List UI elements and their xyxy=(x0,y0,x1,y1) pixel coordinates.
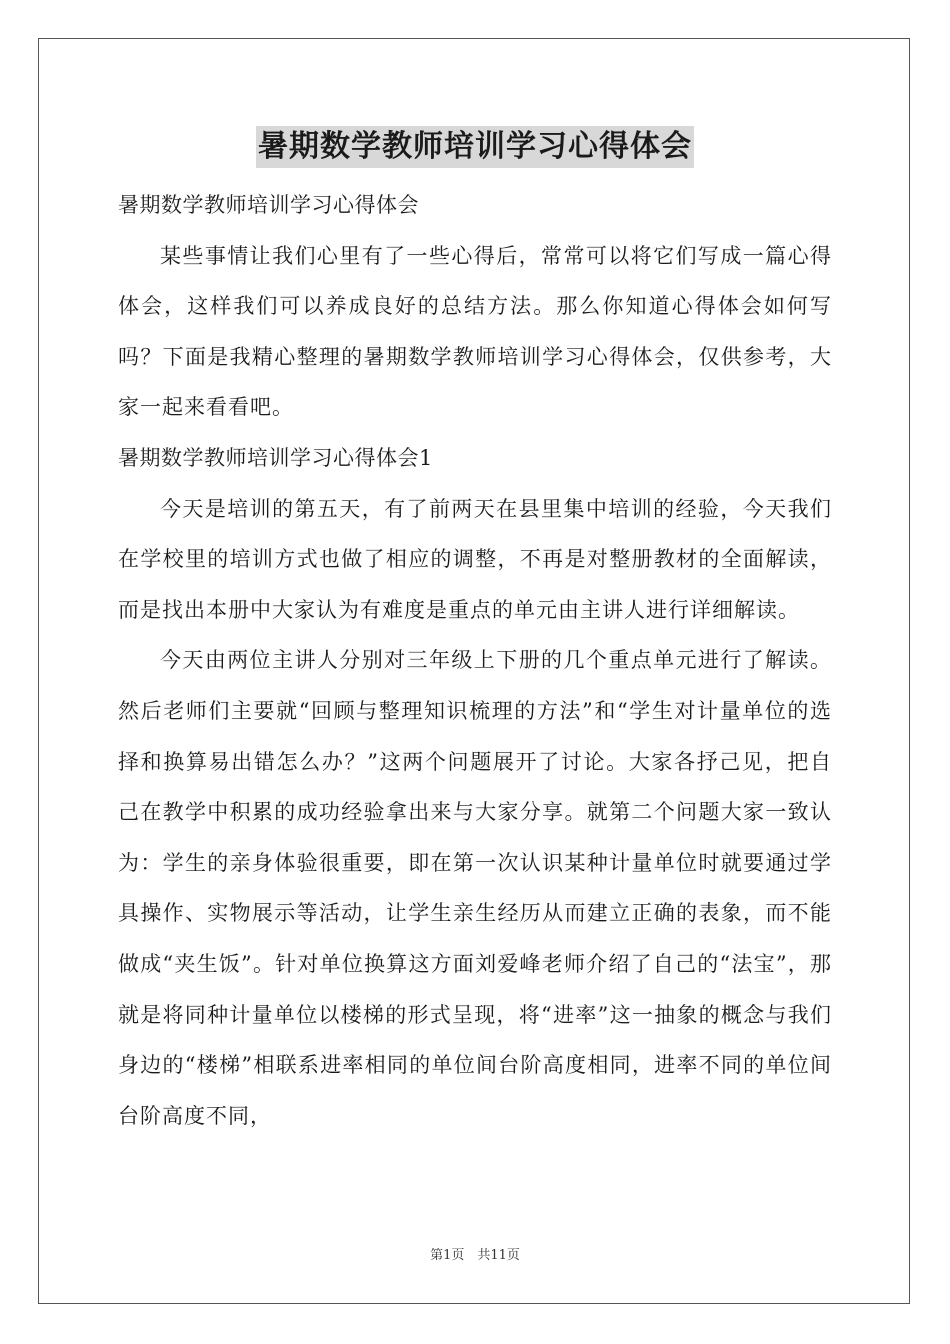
body-paragraph: 今天是培训的第五天，有了前两天在县里集中培训的经验，今天我们在学校里的培训方式也做了相应的调整，不再是对整册教材的全面解读，而是找出本册中大家认为有难度是重点的单元由主讲人进行详细解读。 xyxy=(118,496,832,622)
body-paragraph: 某些事情让我们心里有了一些心得后，常常可以将它们写成一篇心得体会，这样我们可以养成良好的总结方法。那么你知道心得体会如何写吗？下面是我精心整理的暑期数学教师培训学习心得体会，仅供参考，大家一起来看看吧。 xyxy=(118,243,832,420)
body-paragraph: 今天由两位主讲人分别对三年级上下册的几个重点单元进行了解读。然后老师们主要就“回顾与整理知识梳理的方法”和“学生对计量单位的选择和换算易出错怎么办？”这两个问题展开了讨论。大家各抒己见，把自己在教学中积累的成功经验拿出来与大家分享。就第二个问题大家一致认为：学生的亲身体验很重要，即在第一次认识某种计量单位时就要通过学具操作、实物展示等活动，让学生亲生经历从而建立正确的表象，而不能做成“夹生饭”。针对单位换算这方面刘爱峰老师介绍了自己的“法宝”，那就是将同种计量单位以楼梯的形式呈现，将“进率”这一抽象的概念与我们身边的“楼梯”相联系进率相同的单位间台阶高度相同，进率不同的单位间台阶高度不同， xyxy=(118,648,832,1128)
section-heading: 暑期数学教师培训学习心得体会 xyxy=(118,193,419,217)
section-heading: 暑期数学教师培训学习心得体会1 xyxy=(118,445,433,470)
page-footer: 第1页 共11页 xyxy=(430,1248,520,1263)
title-wrap xyxy=(0,126,950,168)
document-body xyxy=(118,180,832,1141)
document-title: 暑期数学教师培训学习心得体会 xyxy=(256,126,694,168)
